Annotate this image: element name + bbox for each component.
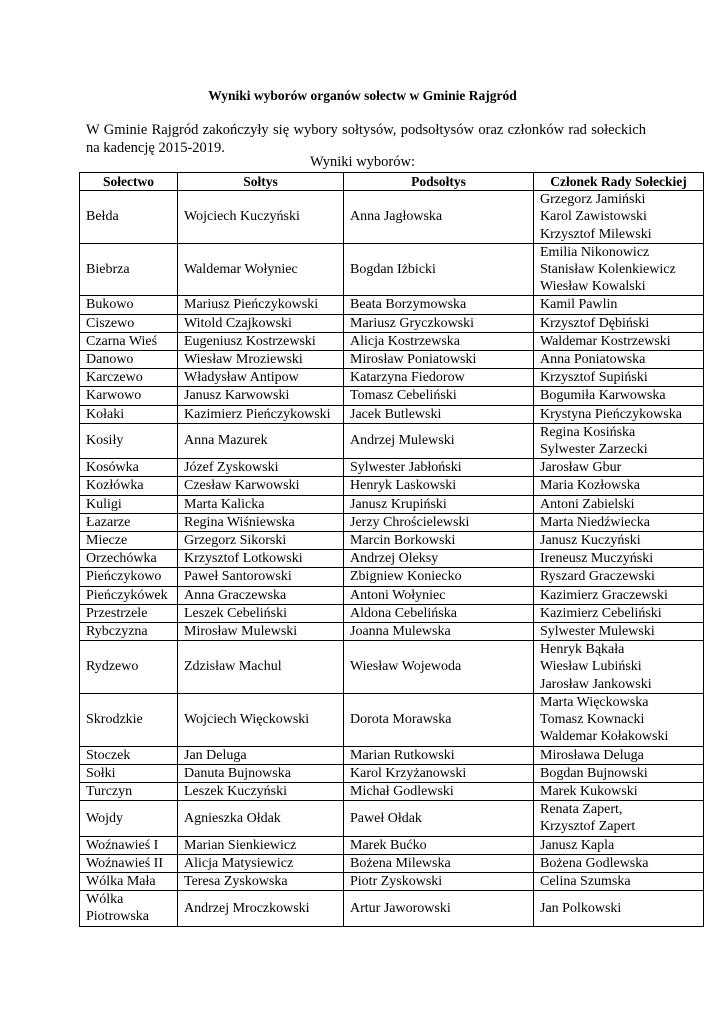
cell-podsoltys: Joanna Mulewska: [344, 623, 534, 641]
cell-solectwo: Danowo: [80, 351, 178, 369]
cell-podsoltys: Tomasz Cebeliński: [344, 387, 534, 405]
cell-soltys: Mariusz Pieńczykowski: [178, 296, 344, 314]
cell-soltys: Alicja Matysiewicz: [178, 854, 344, 872]
cell-soltys: Andrzej Mroczkowski: [178, 891, 344, 926]
cell-solectwo: Kosówka: [80, 459, 178, 477]
results-table: [79, 172, 704, 927]
cell-soltys: Kazimierz Pieńczykowski: [178, 405, 344, 423]
table-row: [80, 836, 704, 854]
cell-soltys: Władysław Antipow: [178, 369, 344, 387]
cell-czlonek-rady: [534, 332, 704, 350]
table-row: [80, 604, 704, 622]
member-name: Bogdan Bujnowski: [540, 765, 648, 781]
table-row: [80, 243, 704, 296]
cell-solectwo: Orzechówka: [80, 550, 178, 568]
cell-podsoltys: Marian Rutkowski: [344, 746, 534, 764]
member-name: Grzegorz Jamiński: [540, 192, 646, 208]
member-name: Ryszard Graczewski: [540, 569, 655, 585]
cell-solectwo: Rydzewo: [80, 641, 178, 694]
cell-solectwo: Kołaki: [80, 405, 178, 423]
cell-solectwo: Przestrzele: [80, 604, 178, 622]
cell-solectwo: Wólka Mała: [80, 872, 178, 890]
table-row: [80, 550, 704, 568]
table-row: [80, 891, 704, 926]
member-name: Waldemar Kostrzewski: [540, 333, 671, 349]
cell-czlonek-rady: [534, 693, 704, 746]
member-name: Krzysztof Milewski: [540, 226, 652, 242]
table-body: [80, 191, 704, 926]
member-name: Stanisław Kolenkiewicz: [540, 262, 676, 278]
table-row: [80, 351, 704, 369]
member-name: Jan Polkowski: [540, 900, 622, 916]
cell-podsoltys: Artur Jaworowski: [344, 891, 534, 926]
member-name: Sylwester Zarzecki: [540, 442, 648, 458]
cell-soltys: Krzysztof Lotkowski: [178, 550, 344, 568]
cell-czlonek-rady: [534, 872, 704, 890]
member-name: Kazimierz Graczewski: [540, 587, 668, 603]
cell-podsoltys: Janusz Krupiński: [344, 495, 534, 513]
table-row: [80, 532, 704, 550]
table-row: [80, 872, 704, 890]
cell-solectwo: Kuligi: [80, 495, 178, 513]
cell-soltys: Anna Graczewska: [178, 586, 344, 604]
member-name: Jarosław Jankowski: [540, 676, 652, 692]
member-name: Marta Niedźwiecka: [540, 514, 650, 530]
cell-solectwo: Kosiły: [80, 423, 178, 458]
table-row: [80, 191, 704, 244]
cell-solectwo: Karczewo: [80, 369, 178, 387]
table-row: [80, 782, 704, 800]
table-row: [80, 854, 704, 872]
cell-soltys: Leszek Cebeliński: [178, 604, 344, 622]
member-name: Kamil Pawlin: [540, 297, 618, 313]
member-name: Marta Więckowska: [540, 694, 649, 710]
cell-czlonek-rady: [534, 405, 704, 423]
cell-podsoltys: Antoni Wołyniec: [344, 586, 534, 604]
table-row: [80, 513, 704, 531]
cell-soltys: Mirosław Mulewski: [178, 623, 344, 641]
member-name: Anna Poniatowska: [540, 352, 646, 368]
cell-czlonek-rady: [534, 369, 704, 387]
table-row: [80, 332, 704, 350]
member-name: Regina Kosińska: [540, 424, 636, 440]
header-solectwo: Sołectwo: [80, 173, 178, 191]
document-title: Wyniki wyborów organów sołectw w Gminie Rajgród: [208, 88, 517, 103]
member-name: Krzysztof Dębiński: [540, 315, 650, 331]
member-name: Tomasz Kownacki: [540, 712, 645, 728]
cell-solectwo: Ciszewo: [80, 314, 178, 332]
cell-solectwo: Woźnawieś I: [80, 836, 178, 854]
cell-soltys: Wojciech Kuczyński: [178, 191, 344, 244]
cell-podsoltys: Andrzej Oleksy: [344, 550, 534, 568]
cell-soltys: Marian Sienkiewicz: [178, 836, 344, 854]
member-name: Jarosław Gbur: [540, 460, 622, 476]
cell-soltys: Leszek Kuczyński: [178, 782, 344, 800]
cell-solectwo: Kozłówka: [80, 477, 178, 495]
cell-czlonek-rady: [534, 513, 704, 531]
cell-solectwo: Bełda: [80, 191, 178, 244]
cell-czlonek-rady: [534, 495, 704, 513]
cell-soltys: Jan Deluga: [178, 746, 344, 764]
member-name: Mirosława Deluga: [540, 747, 644, 763]
member-name: Janusz Kapla: [540, 837, 615, 853]
cell-solectwo: Wólka Piotrowska: [80, 891, 178, 926]
cell-solectwo: Pieńczykowo: [80, 568, 178, 586]
cell-czlonek-rady: [534, 532, 704, 550]
member-name: Bożena Godlewska: [540, 855, 649, 871]
cell-czlonek-rady: [534, 801, 704, 836]
member-name: Karol Zawistowski: [540, 209, 647, 225]
member-name: Celina Szumska: [540, 873, 631, 889]
cell-czlonek-rady: [534, 296, 704, 314]
cell-podsoltys: Mirosław Poniatowski: [344, 351, 534, 369]
cell-soltys: Eugeniusz Kostrzewski: [178, 332, 344, 350]
member-name: Krzysztof Supiński: [540, 370, 648, 386]
member-name: Waldemar Kołakowski: [540, 729, 669, 745]
cell-podsoltys: Jerzy Chrościelewski: [344, 513, 534, 531]
table-row: [80, 477, 704, 495]
member-name: Sylwester Mulewski: [540, 624, 655, 640]
table-row: [80, 405, 704, 423]
cell-podsoltys: Sylwester Jabłoński: [344, 459, 534, 477]
member-name: Maria Kozłowska: [540, 478, 640, 494]
table-row: [80, 764, 704, 782]
member-name: Renata Zapert,: [540, 802, 623, 818]
cell-soltys: Wiesław Mroziewski: [178, 351, 344, 369]
cell-czlonek-rady: [534, 387, 704, 405]
cell-podsoltys: Bożena Milewska: [344, 854, 534, 872]
cell-czlonek-rady: [534, 243, 704, 296]
cell-soltys: Janusz Karwowski: [178, 387, 344, 405]
table-row: [80, 746, 704, 764]
member-name: Krzysztof Zapert: [540, 819, 636, 835]
cell-solectwo: Turczyn: [80, 782, 178, 800]
cell-czlonek-rady: [534, 459, 704, 477]
cell-soltys: Waldemar Wołyniec: [178, 243, 344, 296]
cell-podsoltys: Henryk Laskowski: [344, 477, 534, 495]
cell-soltys: Regina Wiśniewska: [178, 513, 344, 531]
cell-soltys: Danuta Bujnowska: [178, 764, 344, 782]
cell-soltys: Józef Zyskowski: [178, 459, 344, 477]
cell-czlonek-rady: [534, 314, 704, 332]
table-row: [80, 801, 704, 836]
cell-soltys: Witold Czajkowski: [178, 314, 344, 332]
cell-solectwo: Stoczek: [80, 746, 178, 764]
cell-soltys: Zdzisław Machul: [178, 641, 344, 694]
cell-soltys: Wojciech Więckowski: [178, 693, 344, 746]
table-row: [80, 693, 704, 746]
cell-solectwo: Karwowo: [80, 387, 178, 405]
table-row: [80, 495, 704, 513]
cell-podsoltys: Karol Krzyżanowski: [344, 764, 534, 782]
cell-podsoltys: Bogdan Iżbicki: [344, 243, 534, 296]
cell-podsoltys: Marcin Borkowski: [344, 532, 534, 550]
table-header-row: [80, 173, 704, 191]
header-podsoltys: Podsołtys: [344, 173, 534, 191]
table-row: [80, 641, 704, 694]
cell-czlonek-rady: [534, 351, 704, 369]
cell-czlonek-rady: [534, 423, 704, 458]
cell-podsoltys: Paweł Ołdak: [344, 801, 534, 836]
cell-solectwo: Łazarze: [80, 513, 178, 531]
cell-soltys: Marta Kalicka: [178, 495, 344, 513]
member-name: Wiesław Lubiński: [540, 659, 642, 675]
table-row: [80, 369, 704, 387]
table-row: [80, 586, 704, 604]
table-row: [80, 459, 704, 477]
member-name: Ireneusz Muczyński: [540, 551, 654, 567]
table-row: [80, 568, 704, 586]
header-soltys: Sołtys: [178, 173, 344, 191]
cell-podsoltys: Alicja Kostrzewska: [344, 332, 534, 350]
cell-soltys: Paweł Santorowski: [178, 568, 344, 586]
cell-czlonek-rady: [534, 764, 704, 782]
intro-paragraph: W Gminie Rajgród zakończyły się wybory sołtysów, podsołtysów oraz członków rad sołeckich na kadencję 2015-2019.: [86, 122, 646, 156]
cell-podsoltys: Dorota Morawska: [344, 693, 534, 746]
cell-solectwo: Skrodzkie: [80, 693, 178, 746]
member-name: Emilia Nikonowicz: [540, 244, 650, 260]
cell-podsoltys: Anna Jagłowska: [344, 191, 534, 244]
cell-podsoltys: Marek Bućko: [344, 836, 534, 854]
member-name: Kazimierz Cebeliński: [540, 605, 662, 621]
cell-podsoltys: Michał Godlewski: [344, 782, 534, 800]
member-name: Janusz Kuczyński: [540, 533, 641, 549]
cell-solectwo: Miecze: [80, 532, 178, 550]
cell-czlonek-rady: [534, 854, 704, 872]
cell-czlonek-rady: [534, 568, 704, 586]
cell-solectwo: Wojdy: [80, 801, 178, 836]
member-name: Henryk Bąkała: [540, 642, 625, 658]
cell-czlonek-rady: [534, 191, 704, 244]
cell-soltys: Czesław Karwowski: [178, 477, 344, 495]
cell-solectwo: Czarna Wieś: [80, 332, 178, 350]
cell-podsoltys: Zbigniew Koniecko: [344, 568, 534, 586]
cell-czlonek-rady: [534, 836, 704, 854]
cell-solectwo: Biebrza: [80, 243, 178, 296]
member-name: Antoni Zabielski: [540, 496, 635, 512]
cell-solectwo: Rybczyzna: [80, 623, 178, 641]
cell-czlonek-rady: [534, 891, 704, 926]
cell-podsoltys: Piotr Zyskowski: [344, 872, 534, 890]
cell-czlonek-rady: [534, 746, 704, 764]
table-row: [80, 423, 704, 458]
cell-czlonek-rady: [534, 604, 704, 622]
table-row: [80, 314, 704, 332]
cell-podsoltys: Andrzej Mulewski: [344, 423, 534, 458]
cell-czlonek-rady: [534, 641, 704, 694]
cell-soltys: Agnieszka Ołdak: [178, 801, 344, 836]
cell-podsoltys: Jacek Butlewski: [344, 405, 534, 423]
cell-podsoltys: Mariusz Gryczkowski: [344, 314, 534, 332]
cell-solectwo: Bukowo: [80, 296, 178, 314]
cell-czlonek-rady: [534, 477, 704, 495]
member-name: Bogumiła Karwowska: [540, 388, 666, 404]
cell-podsoltys: Katarzyna Fiedorow: [344, 369, 534, 387]
table-row: [80, 296, 704, 314]
cell-czlonek-rady: [534, 782, 704, 800]
member-name: Wiesław Kowalski: [540, 279, 646, 295]
member-name: Marek Kukowski: [540, 783, 638, 799]
cell-czlonek-rady: [534, 623, 704, 641]
header-czlonek-rady: Członek Rady Sołeckiej: [534, 173, 704, 191]
table-row: [80, 623, 704, 641]
cell-czlonek-rady: [534, 550, 704, 568]
cell-soltys: Grzegorz Sikorski: [178, 532, 344, 550]
cell-podsoltys: Beata Borzymowska: [344, 296, 534, 314]
cell-soltys: Teresa Zyskowska: [178, 872, 344, 890]
cell-solectwo: Woźnawieś II: [80, 854, 178, 872]
table-caption: Wyniki wyborów:: [309, 154, 416, 170]
cell-solectwo: Pieńczykówek: [80, 586, 178, 604]
cell-soltys: Anna Mazurek: [178, 423, 344, 458]
member-name: Krystyna Pieńczykowska: [540, 406, 682, 422]
cell-podsoltys: Aldona Cebelińska: [344, 604, 534, 622]
cell-solectwo: Sołki: [80, 764, 178, 782]
cell-podsoltys: Wiesław Wojewoda: [344, 641, 534, 694]
table-row: [80, 387, 704, 405]
cell-czlonek-rady: [534, 586, 704, 604]
